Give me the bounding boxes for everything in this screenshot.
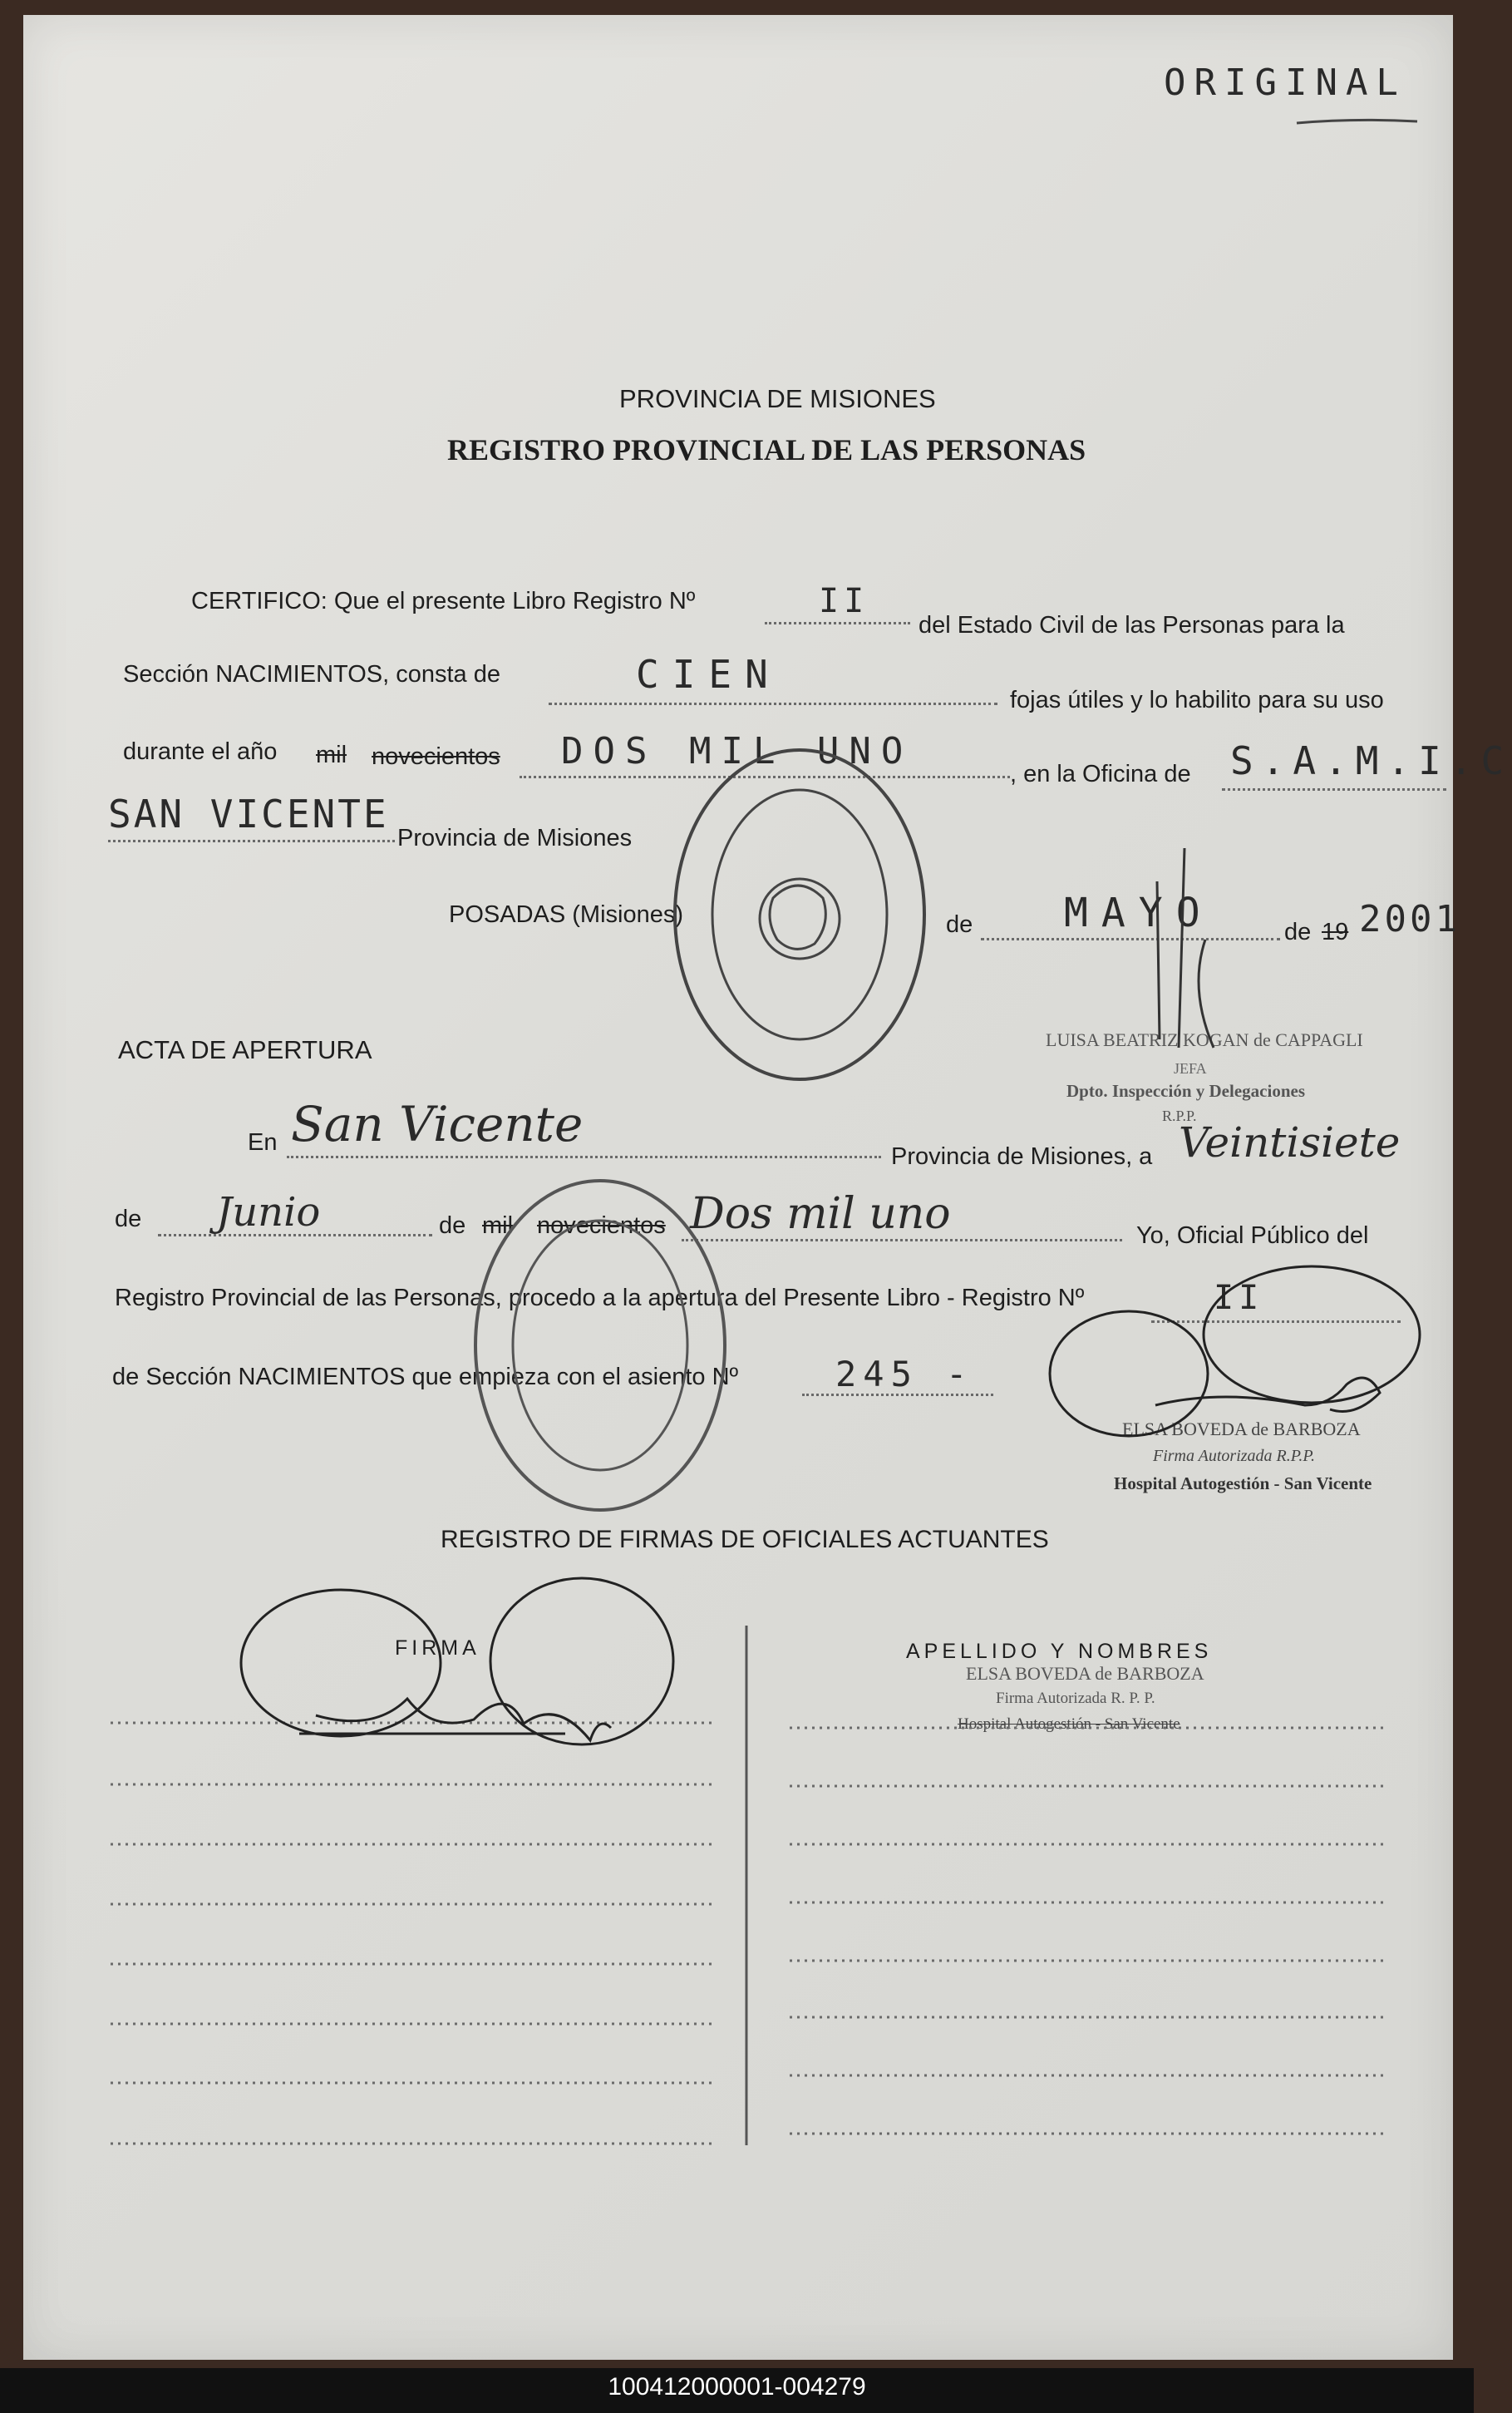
acta-en: En — [248, 1129, 278, 1156]
acta-mil: mil — [482, 1212, 514, 1239]
acta-asiento-hw: 245 - — [835, 1354, 974, 1394]
cert-line3-b: , en la Oficina de — [1010, 761, 1191, 787]
acta-title: ACTA DE APERTURA — [118, 1035, 372, 1064]
acta-month-hw: Junio — [216, 1189, 321, 1236]
cert-line1-b: del Estado Civil de las Personas para la — [919, 612, 1345, 639]
month-hw: MAYO — [1064, 890, 1214, 936]
libro-number-hw: II — [819, 582, 869, 620]
acta-nov: novecientos — [537, 1212, 666, 1239]
fojas-hw: CIEN — [636, 652, 781, 697]
cert-line5-de: de — [946, 911, 973, 938]
registry-seal-upper — [675, 750, 924, 1079]
cert-line3-a: durante el año — [123, 738, 278, 765]
registry-heading: REGISTRO PROVINCIAL DE LAS PERSONAS — [447, 433, 1086, 466]
original-underline — [1297, 120, 1417, 123]
cert-line2-a: Sección NACIMIENTOS, consta de — [123, 661, 500, 688]
registry-seal-lower — [475, 1181, 725, 1510]
acta-yo: Yo, Oficial Público del — [1136, 1222, 1369, 1249]
oficina-hw: S.A.M.I.C — [1230, 738, 1512, 783]
name-rows — [790, 1728, 1384, 2134]
firmas-title: REGISTRO DE FIRMAS DE OFICIALES ACTUANTES — [441, 1526, 1049, 1553]
boveda-signature — [1050, 1266, 1420, 1436]
firmas-col1: FIRMA — [395, 1636, 480, 1660]
official2-role: Firma Autorizada R.P.P. — [1153, 1447, 1316, 1465]
official3-org: Hospital Autogestión - San Vicente — [958, 1715, 1180, 1733]
place-hw: SAN VICENTE — [108, 792, 389, 836]
acta-place-hw: San Vicente — [291, 1096, 584, 1152]
official2-org: Hospital Autogestión - San Vicente — [1114, 1473, 1372, 1493]
acta-year-hw: Dos mil uno — [690, 1189, 951, 1239]
acta-line3: Registro Provincial de las Personas, procedo a la apertura del Presente Libro - Registro Nº — [115, 1285, 1085, 1311]
cert-line5-de2: de — [1284, 919, 1312, 945]
official3-name: ELSA BOVEDA de BARBOZA — [966, 1663, 1204, 1684]
acta-de2: de — [439, 1212, 466, 1239]
official2-name: ELSA BOVEDA de BARBOZA — [1122, 1419, 1361, 1439]
acta-de1: de — [115, 1206, 142, 1232]
cert-line5-a: POSADAS (Misiones) — [449, 901, 684, 928]
firma-signature — [241, 1578, 673, 1744]
official1-org: R.P.P. — [1162, 1108, 1197, 1124]
official1-dept: Dpto. Inspección y Delegaciones — [1066, 1081, 1305, 1101]
cert-line1-a: CERTIFICO: Que el presente Libro Registro Nº — [191, 588, 696, 614]
province-heading: PROVINCIA DE MISIONES — [619, 384, 936, 413]
cert-line3-mil: mil — [316, 742, 347, 768]
cert-line5-19: 19 — [1322, 919, 1349, 945]
acta-line4: de Sección NACIMIENTOS que empieza con el asiento Nº — [112, 1364, 739, 1390]
kogan-signature — [1157, 848, 1214, 1048]
acta-day-hw: Veintisiete — [1179, 1118, 1401, 1167]
official1-name: LUISA BEATRIZ KOGAN de CAPPAGLI — [1046, 1029, 1363, 1050]
acta-prov: Provincia de Misiones, a — [891, 1143, 1153, 1170]
official3-role: Firma Autorizada R. P. P. — [996, 1690, 1155, 1707]
firmas-col2: APELLIDO Y NOMBRES — [906, 1640, 1213, 1663]
scan-reference-code: 100412000001-004279 — [608, 2373, 866, 2401]
year2-hw: 2001 — [1359, 898, 1460, 940]
firma-rows — [111, 1723, 715, 2144]
year-hw: DOS MIL UNO — [561, 730, 914, 772]
cert-line2-b: fojas útiles y lo habilito para su uso — [1010, 687, 1384, 713]
cert-line4-b: Provincia de Misiones — [397, 825, 633, 851]
cert-line3-nov: novecientos — [372, 743, 500, 770]
official1-role: JEFA — [1174, 1060, 1207, 1077]
acta-reg-no-hw: II — [1214, 1279, 1264, 1317]
original-annotation: ORIGINAL — [1164, 62, 1406, 104]
